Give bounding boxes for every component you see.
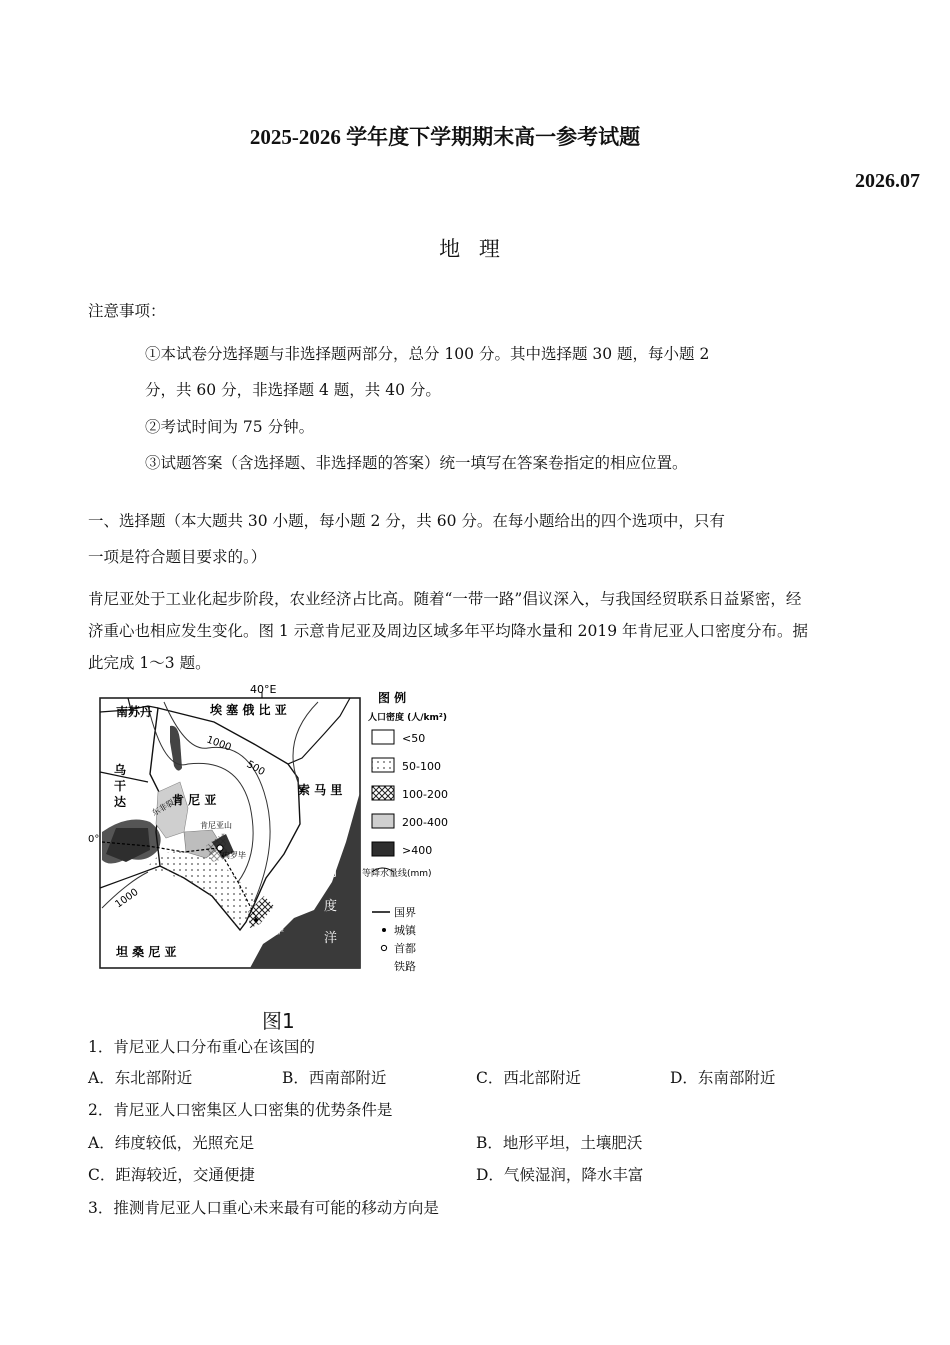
legend-swatch-100-200 <box>372 786 394 800</box>
subject-title: 地 理 <box>439 237 506 261</box>
legend-label-50-100: 50-100 <box>402 760 441 773</box>
legend-railway: 铁路 <box>394 960 416 973</box>
label-south-sudan: 南苏丹 <box>116 705 153 719</box>
question-1-option-c: C．西北部附近 <box>476 1069 581 1087</box>
label-ethiopia: 埃 塞 俄 比 亚 <box>210 703 287 717</box>
label-kenya: 肯 尼 亚 <box>172 793 217 807</box>
figure-caption: 图1 <box>262 1009 295 1033</box>
label-uganda-1: 乌 <box>114 763 127 777</box>
label-uganda-3: 达 <box>114 795 127 809</box>
legend-label-100-200: 100-200 <box>402 788 448 801</box>
isohyet-label-1000-south: 1000 <box>113 886 141 911</box>
label-mt-kenya: 肯尼亚山 <box>200 821 232 830</box>
label-nairobi: 内罗毕 <box>222 851 246 860</box>
section-intro-line1: 一、选择题（本大题共 30 小题，每小题 2 分，共 60 分。在每小题给出的四个选项中，只有 <box>88 512 725 530</box>
isohyet-label-1000-north: 1000 <box>204 734 233 754</box>
legend-label-lt50: <50 <box>402 732 426 745</box>
legend-border: 国界 <box>394 906 416 919</box>
question-2-option-b: B．地形平坦，土壤肥沃 <box>476 1134 643 1152</box>
exam-date: 2026.07 <box>855 170 920 192</box>
legend-swatch-lt50 <box>372 730 394 744</box>
legend-isohyet: 等降水量线(mm) <box>362 869 432 879</box>
label-uganda-2: 干 <box>114 779 127 793</box>
exam-title: 2025-2026 学年度下学期期末高一参考试题 <box>249 125 641 149</box>
question-2-option-d: D．气候湿润，降水丰富 <box>476 1166 644 1184</box>
label-indian-ocean-1: 印 <box>324 867 338 882</box>
passage-line2: 济重心也相应发生变化。图 1 示意肯尼亚及周边区域多年平均降水量和 2019 年肯尼亚人口密度分布。据 <box>88 622 809 640</box>
town-mombasa-marker <box>254 918 258 922</box>
meridian-label: 40°E <box>250 683 277 696</box>
passage-line3: 此完成 1～3 题。 <box>88 654 211 672</box>
isohyet-label-500: 500 <box>244 759 267 779</box>
question-1-option-d: D．东南部附近 <box>670 1069 776 1087</box>
label-somalia: 索 马 里 <box>298 783 343 797</box>
note-item-3: ③试题答案（含选择题、非选择题的答案）统一填写在答案卷指定的相应位置。 <box>145 454 688 472</box>
question-1-option-b: B．西南部附近 <box>282 1069 387 1087</box>
kenya-map-figure <box>88 682 466 1034</box>
legend-title: 图 例 <box>378 691 407 705</box>
legend-capital-dot <box>381 945 386 950</box>
question-3-stem: 3．推测肯尼亚人口重心未来最有可能的移动方向是 <box>88 1199 439 1217</box>
legend-swatch-50-100 <box>372 758 394 772</box>
legend-capital: 首都 <box>394 942 416 955</box>
map-legend <box>362 690 448 973</box>
question-2-option-c: C．距海较近，交通便捷 <box>88 1166 255 1184</box>
legend-town: 城镇 <box>394 924 416 937</box>
legend-density-title: 人口密度 (人/km²) <box>368 713 447 723</box>
label-tanzania: 坦 桑 尼 亚 <box>116 945 177 959</box>
label-rift-valley: 东非裂谷 <box>150 793 183 818</box>
legend-swatch-gt400 <box>372 842 394 856</box>
section-intro-line2: 一项是符合题目要求的。） <box>88 548 267 566</box>
kenya-map-svg <box>88 682 466 1034</box>
equator-label: 0° <box>88 834 100 845</box>
note-item-2: ②考试时间为 75 分钟。 <box>145 418 315 436</box>
note-item-1: ①本试卷分选择题与非选择题两部分，总分 100 分。其中选择题 30 题，每小题 2 <box>145 345 710 363</box>
legend-swatch-200-400 <box>372 814 394 828</box>
legend-label-200-400: 200-400 <box>402 816 448 829</box>
question-1-stem: 1．肯尼亚人口分布重心在该国的 <box>88 1038 315 1056</box>
question-2-option-a: A．纬度较低，光照充足 <box>88 1134 255 1152</box>
passage-line1: 肯尼亚处于工业化起步阶段，农业经济占比高。随着“一带一路”倡议深入，与我国经贸联系日益紧密，经 <box>88 590 802 608</box>
label-mombasa: 蒙巴萨 <box>260 927 284 936</box>
question-2-stem: 2．肯尼亚人口密集区人口密集的优势条件是 <box>88 1101 393 1119</box>
legend-label-gt400: >400 <box>402 844 433 857</box>
question-1-option-a: A．东北部附近 <box>88 1069 193 1087</box>
label-indian-ocean-3: 洋 <box>324 931 338 946</box>
note-item-1-cont: 分，共 60 分，非选择题 4 题，共 40 分。 <box>145 381 441 399</box>
label-indian-ocean-2: 度 <box>324 899 338 914</box>
legend-town-dot <box>382 928 386 932</box>
notes-heading: 注意事项： <box>88 302 166 320</box>
